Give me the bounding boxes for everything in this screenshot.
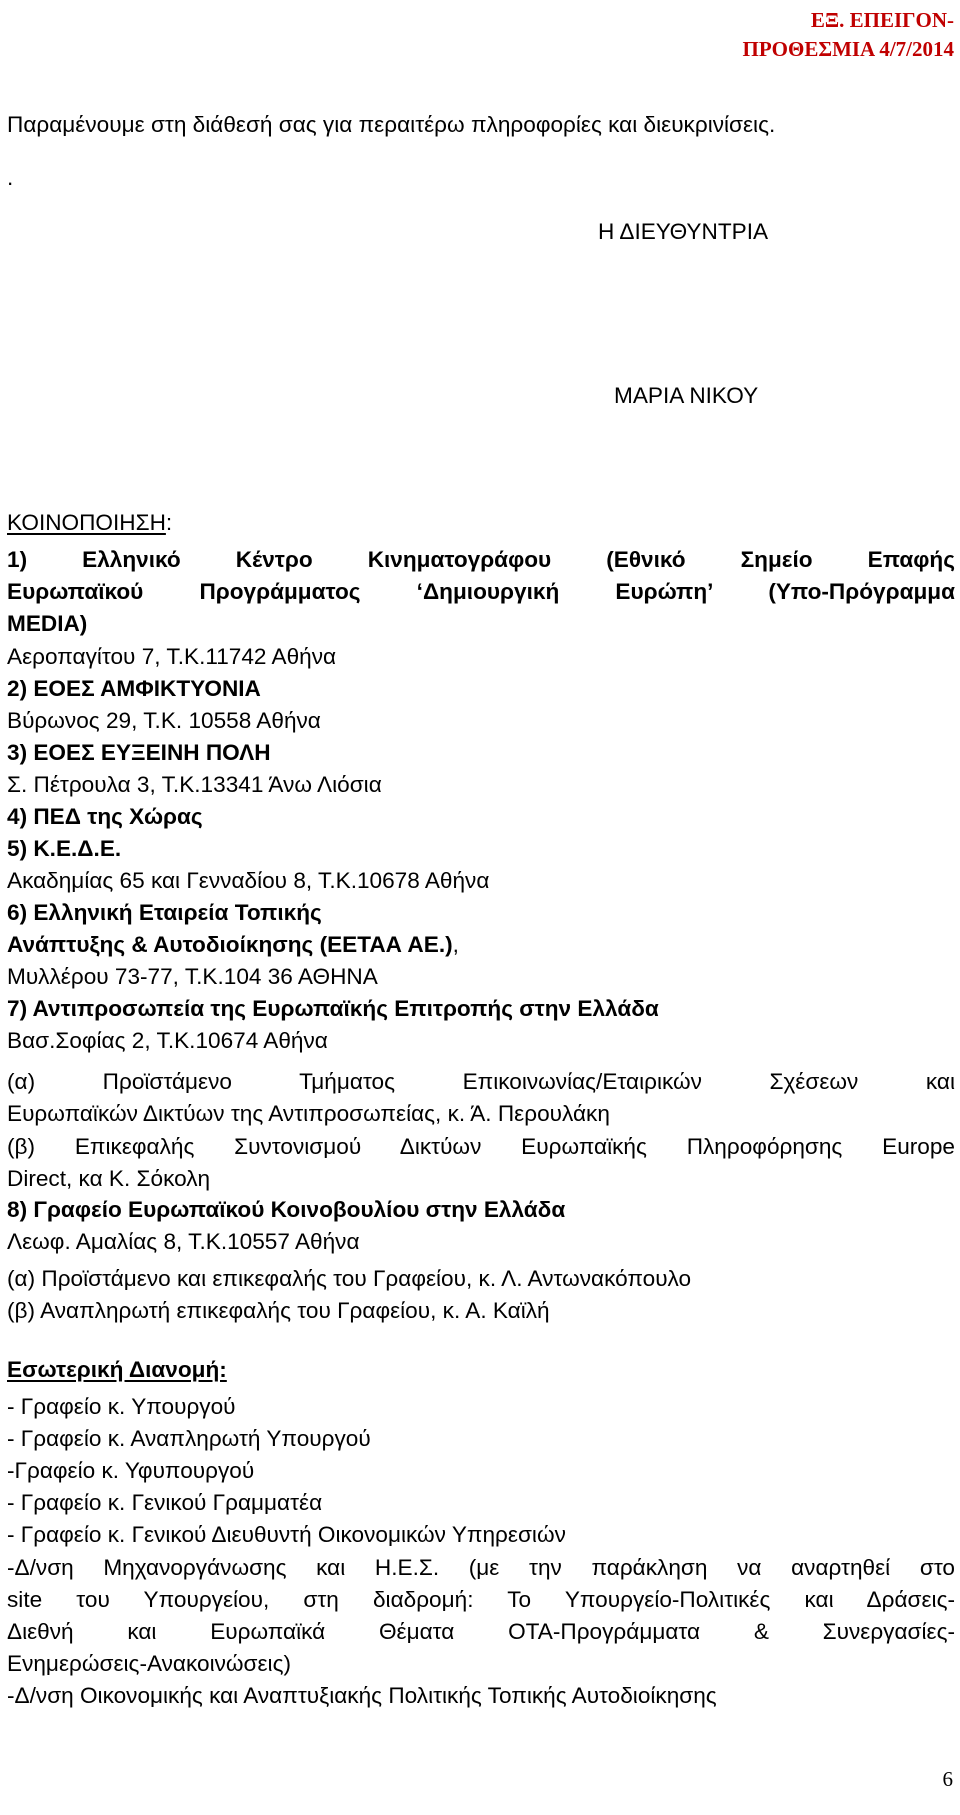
internal-item-1: - Γραφείο κ. Υπουργού [7,1394,236,1419]
stamp-line-deadline: ΠΡΟΘΕΣΜΙΑ 4/7/2014 [742,37,954,61]
cc-item-7a-line-1: (α) Προϊστάμενο Τμήματος Επικοινωνίας/Εταιρικών Σχέσεων και [7,1069,955,1094]
cc-item-6-comma: , [452,932,459,957]
internal-item-6-line-2: site του Υπουργείου, στη διαδρομή: Το Υπουργείο-Πολιτικές και Δράσεις- [7,1587,955,1612]
cc-item-5-address: Ακαδημίας 65 και Γενναδίου 8, Τ.Κ.10678 Αθήνα [7,868,490,893]
cc-item-6-address: Μυλλέρου 73-77, Τ.Κ.104 36 ΑΘΗΝΑ [7,964,378,989]
internal-distribution-heading: Εσωτερική Διανομή: [7,1357,227,1382]
cc-item-4: 4) ΠΕΔ της Χώρας [7,804,203,829]
urgent-deadline-stamp [743,6,955,64]
cc-item-7a-line-2: Ευρωπαϊκών Δικτύων της Αντιπροσωπείας, κ. Ά. Περουλάκη [7,1101,610,1126]
dot-line: . [7,165,14,190]
cc-item-2-address: Βύρωνος 29, Τ.Κ. 10558 Αθήνα [7,708,321,733]
stamp-line-urgent: ΕΞ. ΕΠΕΙΓΟΝ- [810,8,954,32]
cc-item-1-line-2: Ευρωπαϊκού Προγράμματος ‘Δημιουργική Ευρώπη’ (Υπο-Πρόγραμμα [7,579,955,604]
internal-item-6-line-1: -Δ/νση Μηχανοργάνωσης και Η.Ε.Σ. (με την παράκληση να αναρτηθεί στο [7,1555,955,1580]
cc-item-8: 8) Γραφείο Ευρωπαϊκού Κοινοβουλίου στην Ελλάδα [7,1197,566,1222]
cc-item-6-line-1: 6) Ελληνική Εταιρεία Τοπικής [7,900,322,925]
cc-item-7b-line-2: Direct, κα Κ. Σόκολη [7,1166,211,1191]
internal-item-3: -Γραφείο κ. Υφυπουργού [7,1458,255,1483]
cc-item-6-line-2 [7,930,459,960]
cc-item-5: 5) Κ.Ε.Δ.Ε. [7,836,122,861]
cc-heading-colon: : [165,510,173,535]
cc-item-8b: (β) Αναπληρωτή επικεφαλής του Γραφείου, κ. Α. Καϊλή [7,1298,550,1323]
internal-item-6-line-3: Διεθνή και Ευρωπαϊκά Θέματα ΟΤΑ-Προγράμματα & Συνεργασίες- [7,1619,955,1644]
cc-item-3: 3) ΕΟΕΣ ΕΥΞΕΙΝΗ ΠΟΛΗ [7,740,271,765]
cc-item-8a: (α) Προϊστάμενο και επικεφαλής του Γραφείου, κ. Λ. Αντωνακόπουλο [7,1266,692,1291]
internal-item-4: - Γραφείο κ. Γενικού Γραμματέα [7,1490,323,1515]
signature-title: Η ΔΙΕΥΘΥΝΤΡΙΑ [598,219,769,244]
cc-heading [7,508,172,538]
internal-item-6-line-4: Ενημερώσεις-Ανακοινώσεις) [7,1651,291,1676]
internal-item-5: - Γραφείο κ. Γενικού Διευθυντή Οικονομικών Υπηρεσιών [7,1522,566,1547]
cc-item-8-address: Λεωφ. Αμαλίας 8, Τ.Κ.10557 Αθήνα [7,1229,360,1254]
cc-item-6-org-name: Ανάπτυξης & Αυτοδιοίκησης (ΕΕΤΑΑ ΑΕ.) [7,932,453,957]
cc-item-7-address: Βασ.Σοφίας 2, Τ.Κ.10674 Αθήνα [7,1028,328,1053]
cc-item-7b-line-1: (β) Επικεφαλής Συντονισμού Δικτύων Ευρωπαϊκής Πληροφόρησης Europe [7,1134,955,1159]
intro-paragraph: Παραμένουμε στη διάθεσή σας για περαιτέρω πληροφορίες και διευκρινίσεις. [7,112,776,137]
cc-item-1-line-3: MEDIA) [7,611,88,636]
signature-name: ΜΑΡΙΑ ΝΙΚΟΥ [614,383,759,408]
cc-item-7: 7) Αντιπροσωπεία της Ευρωπαϊκής Επιτροπής στην Ελλάδα [7,996,659,1021]
cc-item-2: 2) ΕΟΕΣ ΑΜΦΙΚΤΥΟΝΙΑ [7,676,261,701]
cc-heading-text: ΚΟΙΝΟΠΟΙΗΣΗ [7,510,166,535]
internal-item-7: -Δ/νση Οικονομικής και Αναπτυξιακής Πολιτικής Τοπικής Αυτοδιοίκησης [7,1683,717,1708]
page-number: 6 [942,1767,953,1791]
cc-item-1-address: Αεροπαγίτου 7, Τ.Κ.11742 Αθήνα [7,644,337,669]
cc-item-1-line-1: 1) Ελληνικό Κέντρο Κινηματογράφου (Εθνικό Σημείο Επαφής [7,547,955,572]
cc-item-3-address: Σ. Πέτρουλα 3, Τ.Κ.13341 Άνω Λιόσια [7,772,382,797]
internal-item-2: - Γραφείο κ. Αναπληρωτή Υπουργού [7,1426,371,1451]
